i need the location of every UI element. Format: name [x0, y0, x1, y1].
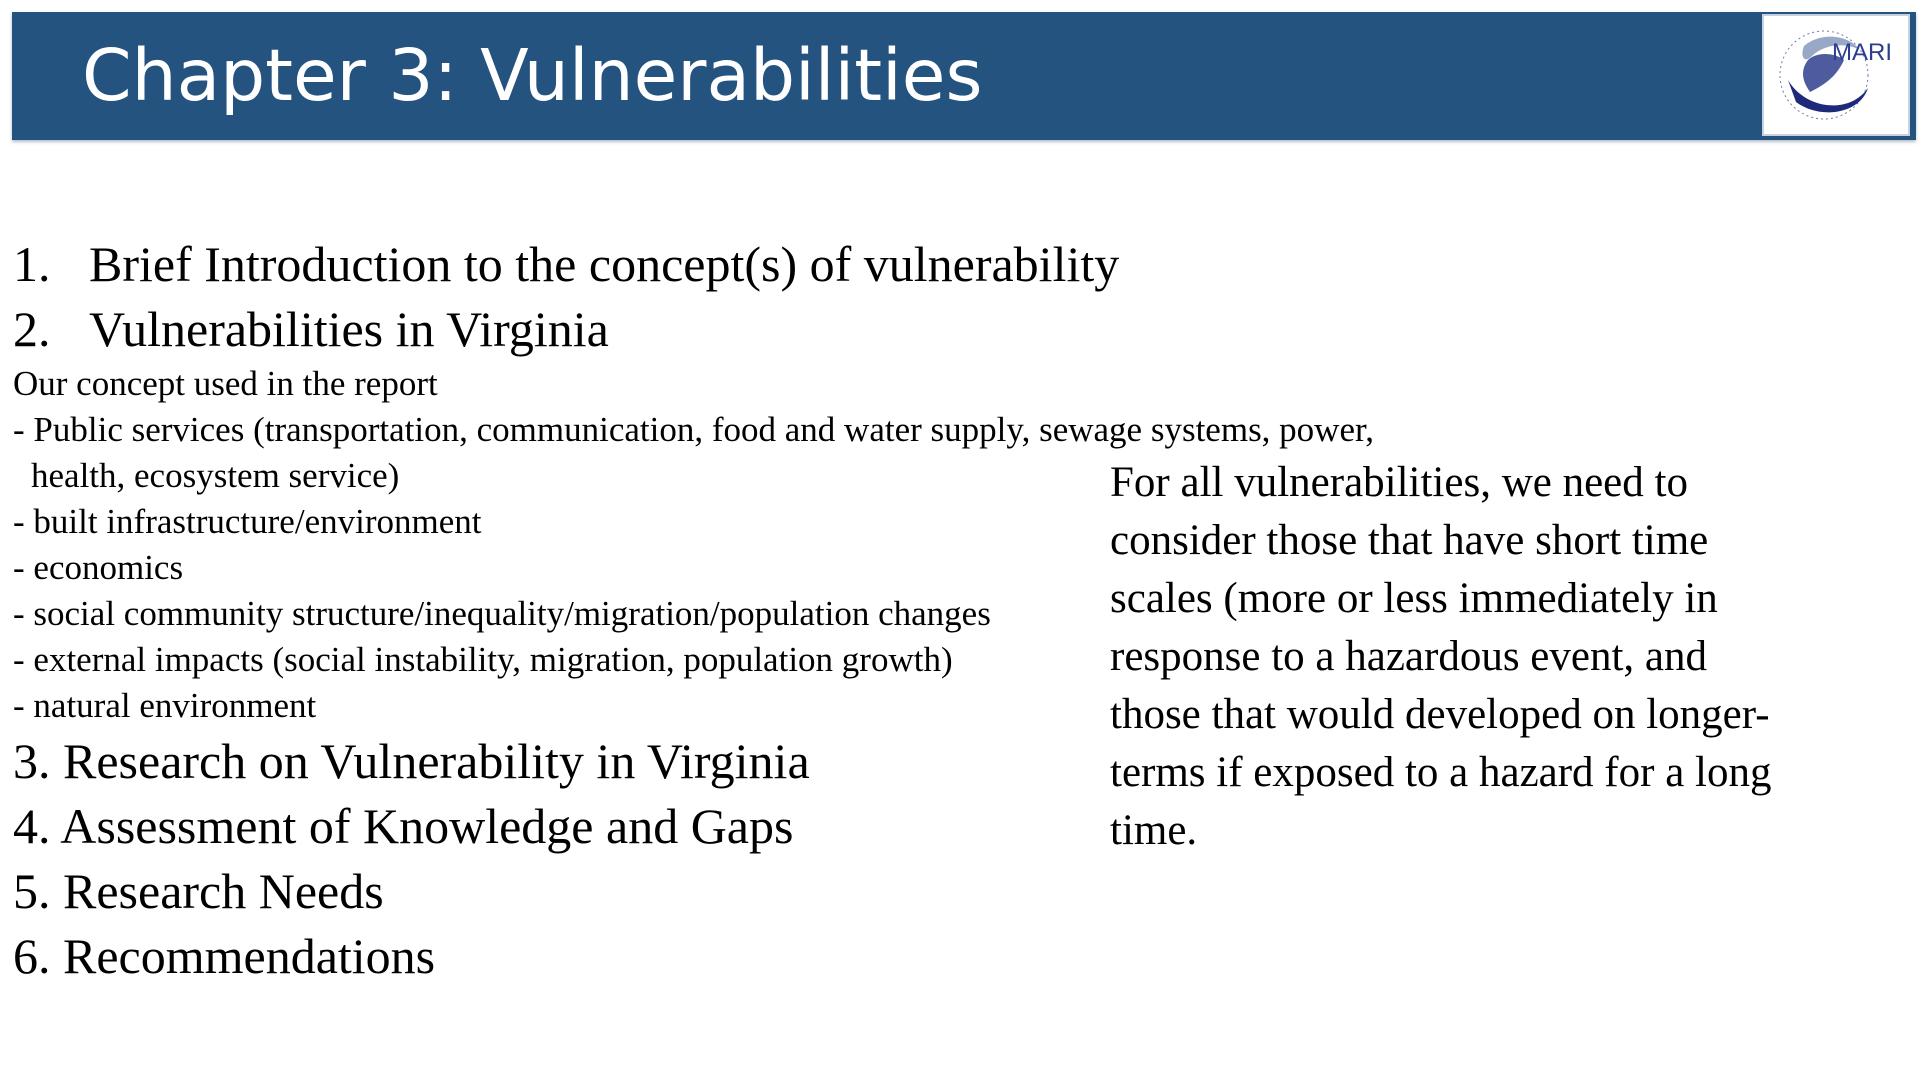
- outline-item-4: [13, 796, 793, 856]
- mari-logo: [1762, 14, 1910, 136]
- side-note-line: For all vulnerabilities, we need to: [1110, 459, 1688, 506]
- title-bar: [12, 12, 1916, 140]
- outline-item-6: [13, 926, 435, 986]
- outline-text: Recommendations: [63, 928, 436, 984]
- concept-heading: Our concept used in the report: [13, 364, 438, 403]
- outline-number: 5.: [13, 863, 51, 919]
- outline-text: Research Needs: [63, 863, 384, 919]
- outline-number: 4.: [13, 798, 51, 854]
- side-note-line: those that would developed on longer-: [1110, 691, 1770, 738]
- side-note-line: terms if exposed to a hazard for a long: [1110, 749, 1772, 796]
- mari-logo-icon: [1764, 16, 1908, 134]
- outline-text: Assessment of Knowledge and Gaps: [60, 798, 794, 854]
- outline-item-1: [13, 234, 1119, 294]
- side-note-line: time.: [1110, 807, 1198, 854]
- concept-line: health, ecosystem service): [31, 456, 400, 495]
- concept-line: - external impacts (social instability, migration, population growth): [13, 640, 953, 679]
- outline-text: Vulnerabilities in Virginia: [89, 301, 609, 357]
- outline-text: Research on Vulnerability in Virginia: [63, 733, 810, 789]
- concept-line: - Public services (transportation, communication, food and water supply, sewage systems, power,: [13, 410, 1375, 449]
- outline-item-5: [13, 861, 384, 921]
- side-note-line: response to a hazardous event, and: [1110, 633, 1708, 680]
- outline-item-2: [13, 299, 609, 359]
- logo-text: MARI: [1832, 39, 1892, 66]
- outline-number: 1.: [13, 236, 51, 292]
- outline-number: 3.: [13, 733, 51, 789]
- concept-line: - natural environment: [13, 686, 317, 725]
- outline-number: 6.: [13, 928, 51, 984]
- concept-line: - economics: [13, 548, 184, 587]
- concept-line: - built infrastructure/environment: [13, 502, 482, 541]
- side-note-line: consider those that have short time: [1110, 517, 1709, 564]
- concept-line: - social community structure/inequality/migration/population changes: [13, 594, 991, 633]
- side-note-line: scales (more or less immediately in: [1110, 575, 1718, 622]
- outline-number: 2.: [13, 301, 51, 357]
- side-note: [1110, 454, 1900, 860]
- slide-title: Chapter 3: Vulnerabilities: [82, 34, 983, 117]
- outline-text: Brief Introduction to the concept(s) of vulnerability: [89, 236, 1120, 292]
- outline-item-3: [13, 731, 810, 791]
